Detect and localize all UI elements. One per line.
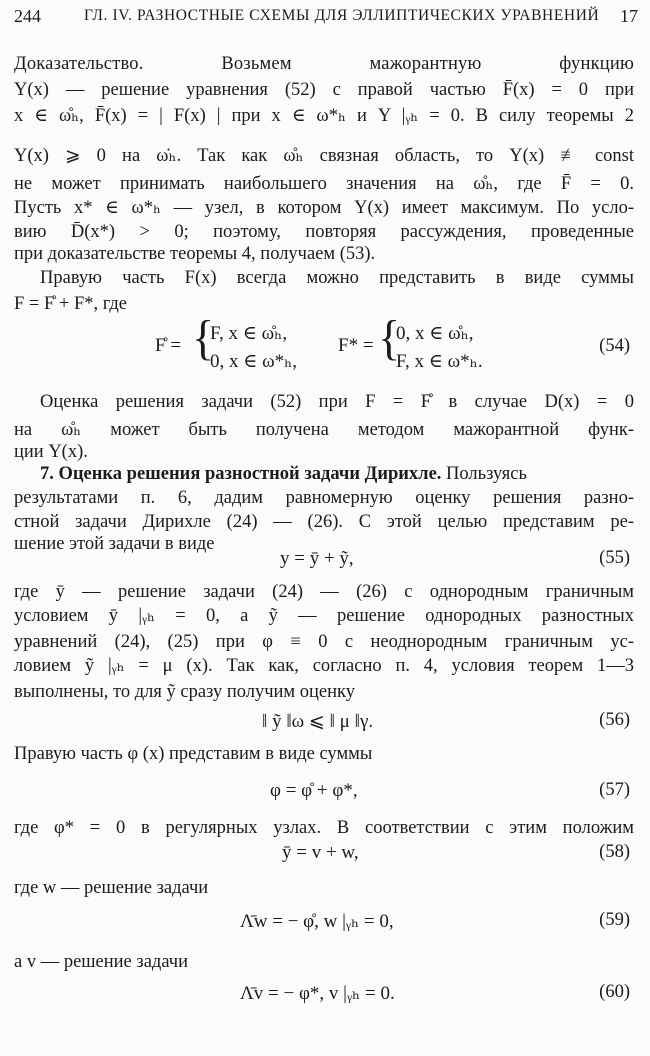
equation-58: ȳ = v + w,	[282, 842, 359, 863]
eq54-case1b: 0, x ∈ ω*ₕ,	[210, 351, 298, 372]
text-line: где ȳ — решение задачи (24) — (26) с однородным граничным	[14, 582, 634, 602]
eq54-lhs1: F̊ =	[155, 335, 182, 356]
running-title: ГЛ. IV. РАЗНОСТНЫЕ СХЕМЫ ДЛЯ ЭЛЛИПТИЧЕСКИХ УРАВНЕНИЙ	[84, 7, 600, 24]
text-line: а v — решение задачи	[14, 952, 188, 972]
text-line: условием ȳ |ᵧₕ = 0, а ỹ — решение однородных разностных	[14, 606, 634, 626]
eq55-number: (55)	[599, 548, 630, 568]
eq54-number: (54)	[599, 336, 630, 356]
corner-mark: 17	[620, 6, 638, 26]
text-line: на ω̊ₕ может быть получена методом мажорантной функ-	[14, 420, 634, 440]
text-line: F = F̊ + F*, где	[14, 294, 128, 314]
page-number: 244	[14, 6, 41, 26]
equation-55: y = ȳ + ỹ,	[280, 548, 354, 569]
eq54-brace1: {	[192, 310, 215, 365]
text-line: ции Y(x).	[14, 442, 88, 462]
eq54-brace2: {	[378, 310, 401, 365]
text-line: Правую часть φ (x) представим в виде суммы	[14, 744, 373, 764]
proof-line: при доказательстве теоремы 4, получаем (53).	[14, 244, 376, 264]
text-line: результатами п. 6, дадим равномерную оценку решения разно-	[14, 488, 634, 508]
equation-56: ‖ ỹ ‖ω ⩽ ‖ μ ‖γ.	[262, 711, 374, 732]
eq57-number: (57)	[599, 780, 630, 800]
proof-line: Пусть x* ∈ ω*ₕ — узел, в котором Y(x) имеет максимум. По усло-	[14, 198, 634, 218]
text-line: уравнений (24), (25) при φ ≡ 0 с неоднородным граничным ус-	[14, 632, 634, 652]
proof-line: Доказательство. Возьмем мажорантную функцию	[14, 54, 634, 74]
text-line: Правую часть F(x) всегда можно представить в виде суммы	[40, 268, 634, 288]
eq58-number: (58)	[599, 842, 630, 862]
eq54-case2a: 0, x ∈ ω̊ₕ,	[396, 323, 474, 344]
eq54-lhs2: F* =	[338, 335, 374, 356]
text-line: стной задачи Дирихле (24) — (26). С этой целью представим ре-	[14, 512, 634, 532]
text-line: Оценка решения задачи (52) при F = F̊ в случае D(x) = 0	[40, 392, 634, 412]
equation-60: Λ̄v = − φ*, v |ᵧₕ = 0.	[240, 983, 395, 1004]
eq59-number: (59)	[599, 910, 630, 930]
proof-line: Y(x) — решение уравнения (52) с правой частью F̄(x) = 0 при	[14, 80, 634, 100]
text-line: шение этой задачи в виде	[14, 534, 215, 554]
text-line: где w — решение задачи	[14, 878, 209, 898]
section-7-heading: 7. Оценка решения разностной задачи Дирихле.	[40, 464, 442, 484]
eq54-case1a: F, x ∈ ω̊ₕ,	[210, 323, 288, 344]
section-7-heading-rest: Пользуясь	[446, 464, 527, 484]
text-line: ловием ỹ |ᵧₕ = μ (x). Так как, согласно п. 4, условия теорем 1—3	[14, 656, 634, 676]
equation-57: φ = φ̊ + φ*,	[270, 780, 358, 801]
text-line: выполнены, то для ỹ сразу получим оценку	[14, 682, 355, 702]
section-7-heading-line	[40, 462, 634, 486]
equation-59: Λ̄w = − φ̊, w |ᵧₕ = 0,	[240, 911, 394, 932]
proof-line: не может принимать наибольшего значения на ω̊ₕ, где F̄ = 0.	[14, 174, 634, 194]
running-header	[14, 6, 638, 34]
proof-line: x ∈ ω̊ₕ, F̄(x) = | F(x) | при x ∈ ω*ₕ и Y |ᵧₕ = 0. В силу теоремы 2	[14, 106, 634, 126]
eq60-number: (60)	[599, 982, 630, 1002]
proof-line: вию D̄(x*) > 0; поэтому, повторяя рассуждения, проведенные	[14, 222, 634, 242]
text-line: где φ* = 0 в регулярных узлах. В соответствии с этим положим	[14, 818, 634, 838]
eq54-case2b: F, x ∈ ω*ₕ.	[396, 351, 483, 372]
eq56-number: (56)	[599, 710, 630, 730]
proof-line: Y(x) ⩾ 0 на ω̇ₕ. Так как ω̊ₕ связная область, то Y(x) ≢ const	[14, 146, 634, 166]
